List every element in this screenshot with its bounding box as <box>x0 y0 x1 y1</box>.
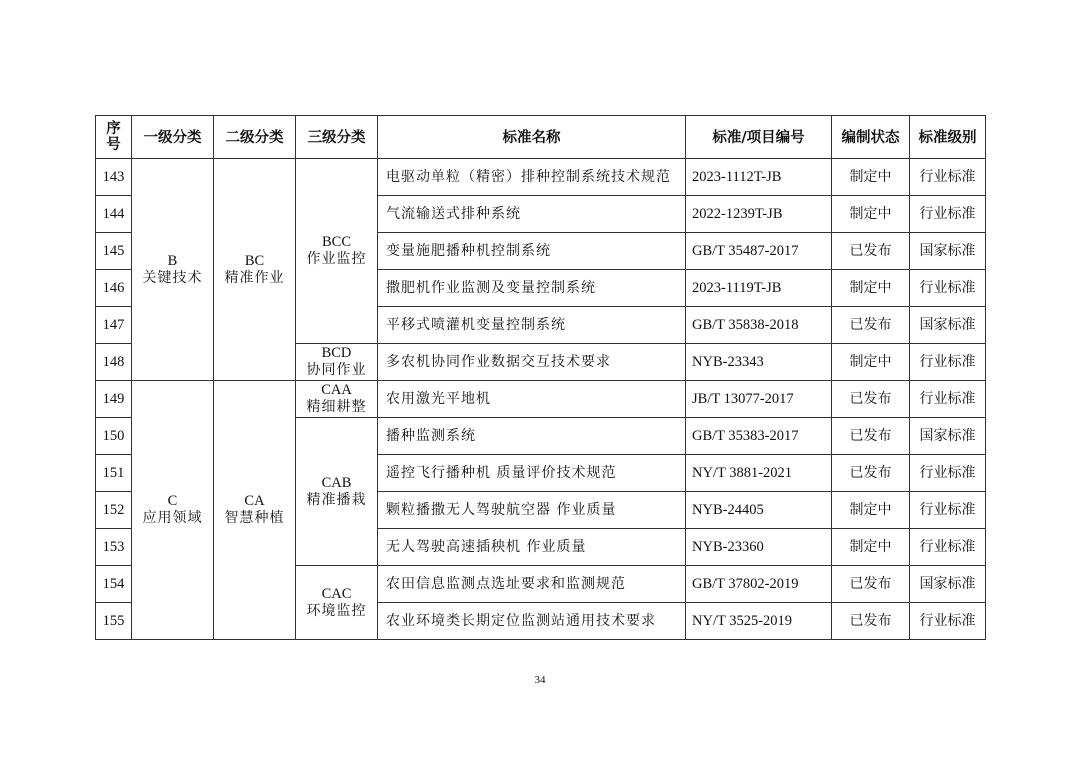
row-name: 多农机协同作业数据交互技术要求 <box>378 344 686 381</box>
row-name: 农田信息监测点选址要求和监测规范 <box>378 566 686 603</box>
row-name: 播种监测系统 <box>378 418 686 455</box>
row-status: 已发布 <box>832 418 910 455</box>
row-seq: 144 <box>96 196 132 233</box>
row-name: 平移式喷灌机变量控制系统 <box>378 307 686 344</box>
row-grade: 国家标准 <box>910 566 986 603</box>
row-grade: 行业标准 <box>910 344 986 381</box>
row-seq: 153 <box>96 529 132 566</box>
row-seq: 154 <box>96 566 132 603</box>
row-grade: 行业标准 <box>910 381 986 418</box>
row-grade: 行业标准 <box>910 196 986 233</box>
level3-label: 协同作业 <box>306 362 367 378</box>
level2-code: CA <box>244 493 265 509</box>
table-row <box>96 381 986 418</box>
row-code: GB/T 35383-2017 <box>686 418 832 455</box>
level2-label: 精准作业 <box>224 269 285 286</box>
row-status: 制定中 <box>832 492 910 529</box>
row-code: 2022-1239T-JB <box>686 196 832 233</box>
row-code: GB/T 37802-2019 <box>686 566 832 603</box>
row-seq: 151 <box>96 455 132 492</box>
row-status: 制定中 <box>832 529 910 566</box>
level3-label: 环境监控 <box>306 602 367 619</box>
row-status: 制定中 <box>832 159 910 196</box>
row-status: 已发布 <box>832 566 910 603</box>
level1-code: C <box>167 493 178 509</box>
row-status: 已发布 <box>832 233 910 270</box>
level1-label: 关键技术 <box>142 269 203 286</box>
row-name: 农用激光平地机 <box>378 381 686 418</box>
row-grade: 国家标准 <box>910 418 986 455</box>
row-name: 颗粒播撒无人驾驶航空器 作业质量 <box>378 492 686 529</box>
header-code: 标准/项目编号 <box>686 116 832 159</box>
level1-label: 应用领域 <box>142 510 203 526</box>
row-code: 2023-1112T-JB <box>686 159 832 196</box>
row-seq: 146 <box>96 270 132 307</box>
level2-code: BC <box>244 252 265 269</box>
row-code: JB/T 13077-2017 <box>686 381 832 418</box>
row-name: 农业环境类长期定位监测站通用技术要求 <box>378 603 686 640</box>
row-seq: 149 <box>96 381 132 418</box>
row-grade: 国家标准 <box>910 307 986 344</box>
level3-code: CAA <box>321 382 352 398</box>
table-row <box>96 159 986 196</box>
row-name: 电驱动单粒（精密）排种控制系统技术规范 <box>378 159 686 196</box>
row-status: 制定中 <box>832 344 910 381</box>
row-seq: 147 <box>96 307 132 344</box>
row-name: 气流输送式排种系统 <box>378 196 686 233</box>
header-seq <box>96 116 132 159</box>
row-name: 撒肥机作业监测及变量控制系统 <box>378 270 686 307</box>
row-status: 制定中 <box>832 196 910 233</box>
header-level2: 二级分类 <box>214 116 296 159</box>
level3-code: BCC <box>321 234 351 250</box>
header-seq-top: 序 <box>106 120 121 137</box>
row-name: 无人驾驶高速插秧机 作业质量 <box>378 529 686 566</box>
level1-cell-b <box>132 159 214 381</box>
header-seq-bottom: 号 <box>106 136 121 153</box>
row-grade: 行业标准 <box>910 492 986 529</box>
row-status: 已发布 <box>832 603 910 640</box>
level2-cell-bc <box>214 159 296 381</box>
level3-cell-cac <box>296 566 378 640</box>
row-seq: 150 <box>96 418 132 455</box>
level1-cell-c <box>132 381 214 640</box>
level3-cell-caa <box>296 381 378 418</box>
table-header-row <box>96 116 986 159</box>
row-seq: 143 <box>96 159 132 196</box>
row-grade: 行业标准 <box>910 270 986 307</box>
row-grade: 国家标准 <box>910 233 986 270</box>
row-seq: 155 <box>96 603 132 640</box>
row-grade: 行业标准 <box>910 603 986 640</box>
row-grade: 行业标准 <box>910 529 986 566</box>
level3-code: BCD <box>321 345 352 361</box>
row-code: NYB-23360 <box>686 529 832 566</box>
row-status: 已发布 <box>832 455 910 492</box>
row-grade: 行业标准 <box>910 159 986 196</box>
row-code: NY/T 3525-2019 <box>686 603 832 640</box>
row-code: NYB-24405 <box>686 492 832 529</box>
row-code: 2023-1119T-JB <box>686 270 832 307</box>
row-seq: 145 <box>96 233 132 270</box>
row-code: NYB-23343 <box>686 344 832 381</box>
level3-code: CAC <box>321 585 352 602</box>
level3-cell-cab <box>296 418 378 566</box>
row-status: 已发布 <box>832 381 910 418</box>
row-seq: 148 <box>96 344 132 381</box>
header-level3: 三级分类 <box>296 116 378 159</box>
level3-label: 精细耕整 <box>306 399 367 415</box>
header-level1: 一级分类 <box>132 116 214 159</box>
row-code: NY/T 3881-2021 <box>686 455 832 492</box>
standards-table <box>95 115 986 640</box>
header-grade: 标准级别 <box>910 116 986 159</box>
level3-label: 作业监控 <box>306 251 367 267</box>
level2-cell-ca <box>214 381 296 640</box>
row-grade: 行业标准 <box>910 455 986 492</box>
page-number: 34 <box>534 674 546 686</box>
row-status: 制定中 <box>832 270 910 307</box>
level3-cell-bcc <box>296 159 378 344</box>
header-status: 编制状态 <box>832 116 910 159</box>
row-status: 已发布 <box>832 307 910 344</box>
level3-code: CAB <box>321 474 352 491</box>
row-seq: 152 <box>96 492 132 529</box>
level2-label: 智慧种植 <box>224 510 285 526</box>
level1-code: B <box>167 252 178 269</box>
row-code: GB/T 35487-2017 <box>686 233 832 270</box>
level3-cell-bcd <box>296 344 378 381</box>
row-name: 遥控飞行播种机 质量评价技术规范 <box>378 455 686 492</box>
row-name: 变量施肥播种机控制系统 <box>378 233 686 270</box>
level3-label: 精准播栽 <box>306 491 367 508</box>
header-name: 标准名称 <box>378 116 686 159</box>
row-code: GB/T 35838-2018 <box>686 307 832 344</box>
